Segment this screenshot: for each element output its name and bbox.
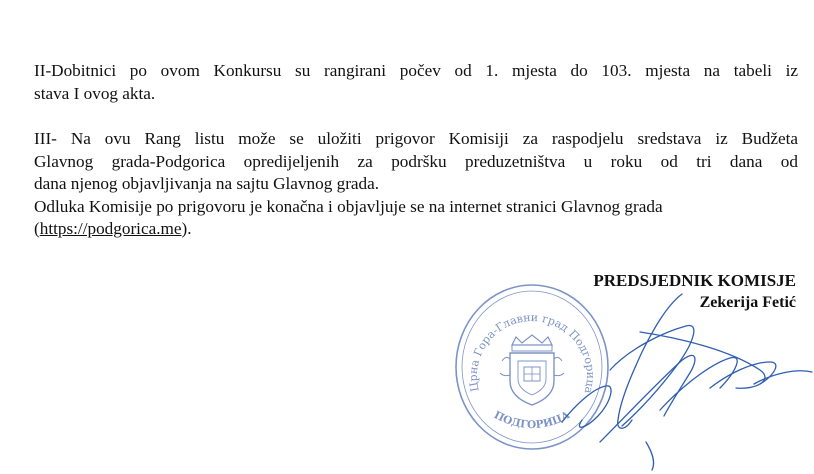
paragraph-decision-line-1: Odluka Komisije po prigovoru je konačna i objavljuje se na internet stranici Glavnog grada bbox=[34, 196, 663, 216]
signature-strokes bbox=[562, 294, 812, 470]
link-open-paren: ( bbox=[34, 219, 40, 238]
link-close-paren: ). bbox=[181, 219, 192, 238]
paragraph-ranking bbox=[34, 60, 798, 105]
seal-bottom-text: ПОДГОРИЦА bbox=[491, 409, 573, 432]
handwritten-signature bbox=[560, 292, 814, 474]
website-link[interactable]: https://podgorica.me bbox=[39, 219, 182, 238]
paragraph-appeal-line-2: Glavnog grada-Podgorica opredijeljenih za podršku preduzetništva u roku od tri dana od bbox=[34, 151, 798, 171]
signatory-title: PREDSJEDNIK KOMISJE bbox=[593, 271, 796, 290]
coat-of-arms-icon bbox=[500, 335, 564, 405]
seal-ring-text: Црна Гора-Главни град Подгорица bbox=[466, 310, 598, 395]
paragraph-appeal-line-3: dana njenog objavljivanja na sajtu Glavnog grada. bbox=[34, 174, 380, 193]
signatory-name: Zekerija Fetić bbox=[699, 294, 796, 311]
paragraph-decision-line-2 bbox=[34, 218, 798, 241]
paragraph-appeal-line-1: III- Na ovu Rang listu može se uložiti prigovor Komisiji za raspodjelu sredstava iz Budžeta bbox=[34, 129, 798, 148]
paragraph-ranking-line-1: II-Dobitnici po ovom Konkursu su rangirani počev od 1. mjesta do 103. mjesta na tabeli iz bbox=[34, 61, 798, 80]
paragraph-ranking-line-2: stava I ovog akta. bbox=[34, 83, 156, 103]
paragraph-appeal bbox=[34, 128, 798, 241]
